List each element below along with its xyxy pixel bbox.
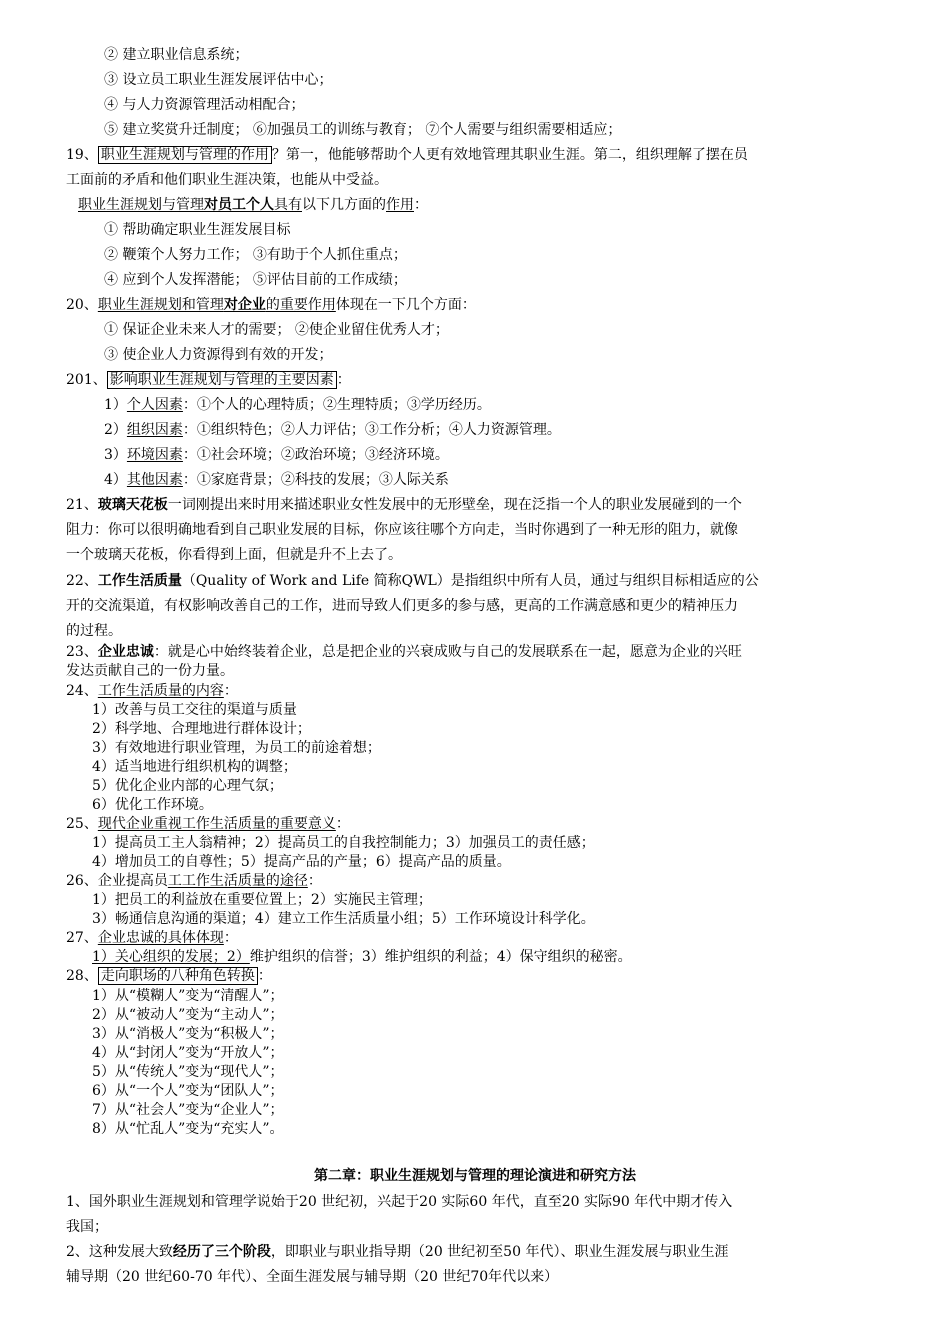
term-bold: 玻璃天花板 [97,497,168,513]
q20-line [66,296,476,314]
heading-part: 的重要作用 [265,297,336,313]
list-item: ① 保证企业未来人才的需要； ②使企业留住优秀人才； [104,322,449,338]
item-number: 23、 [66,644,98,660]
item-number: 28、 [66,968,98,984]
chapter-heading: 第二章：职业生涯规划与管理的理论演进和研究方法 [314,1168,636,1184]
item-number: 19、 [66,147,98,163]
heading-tail: ： [223,683,238,699]
subheading-bold: 对员工个人 [204,197,274,213]
item-number: 27、 [66,930,98,946]
q25-line [66,815,350,833]
item-number: 21、 [66,497,98,513]
list-item: 3）畅通信息沟通的渠道；4）建立工作生活质量小组；5）工作环境设计科学化。 [92,911,595,927]
list-item: 1）从“模糊人”变为“清醒人”； [92,988,284,1004]
list-item: 6）优化工作环境。 [92,797,213,813]
q26-line [66,872,322,890]
q24-line [66,682,238,700]
factor-item [104,446,449,464]
list-item: 4）增加员工的自尊性；5）提高产品的产量；6）提高产品的质量。 [92,854,511,870]
item-prefix: 1） [104,397,127,413]
boxed-term: 职业生涯规划与管理的作用 [98,146,272,164]
factor-text: ：①家庭背景；②科技的发展；③人际关系 [182,472,449,488]
list-item: 1）改善与员工交往的渠道与质量 [92,702,297,718]
item-number: 26、 [66,873,98,889]
term-bold: 工作生活质量 [97,573,182,589]
item-number: 22、 [66,573,98,589]
paragraph-text: 一个玻璃天花板，你看得到上面，但就是升不上去了。 [66,547,402,563]
paragraph-text: ？第一，他能够帮助个人更有效地管理其职业生涯。第二，组织理解了摆在员 [271,147,748,163]
section-title: 企业忠诚的具体体现 [97,930,224,946]
factor-text: ：①社会环境；②政治环境；③经济环境。 [182,447,449,463]
subheading-part: 作用 [386,197,414,213]
item-prefix: 4） [104,472,127,488]
q21-line [66,496,742,514]
term-bold: 企业忠诚 [97,644,154,660]
boxed-term: 影响职业生涯规划与管理的主要因素 [107,371,337,389]
paragraph-text: 辅导期（20 世纪60-70 年代）、全面生涯发展与辅导期（20 世纪70年代以来） [66,1269,559,1285]
heading-tail: ： [336,372,351,388]
q19-line [66,146,748,164]
list-item: 7）从“社会人”变为“企业人”； [92,1102,284,1118]
subheading-part: 具有 [274,197,302,213]
list-item: 5）优化企业内部的心理气氛； [92,778,283,794]
list-item: ⑤ 建立奖赏升迁制度； ⑥加强员工的训练与教育； ⑦个人需要与组织需要相适应； [104,122,622,138]
paragraph-text: 发达贡献自己的一份力量。 [66,663,234,679]
item-number: 24、 [66,683,98,699]
list-item: ③ 设立员工职业生涯发展评估中心； [104,72,333,88]
factor-label: 其他因素 [126,472,183,488]
list-item: ③ 使企业人力资源得到有效的开发； [104,347,333,363]
list-item: 2）科学地、合理地进行群体设计； [92,721,311,737]
factor-text: ：①组织特色；②人力评估；③工作分析；④人力资源管理。 [182,422,561,438]
term-bold: 经历了三个阶段 [172,1244,271,1260]
heading-tail: ： [335,816,350,832]
paragraph-text: 一词刚提出来时用来描述职业女性发展中的无形壁垒，现在泛指一个人的职业发展碰到的一个 [167,497,742,513]
paragraph-text: 工面前的矛盾和他们职业生涯决策，也能从中受益。 [66,172,388,188]
heading-tail: ： [223,930,238,946]
paragraph-text: 我国； [66,1219,108,1235]
list-item: ④ 与人力资源管理活动相配合； [104,97,305,113]
list-item: 1）提高员工主人翁精神；2）提高员工的自我控制能力；3）加强员工的责任感； [92,835,595,851]
section-title: 工作生活质量的内容 [97,683,224,699]
chapter2-p2-line [66,1243,728,1261]
section-title: 工工作生活质量的途径 [167,873,308,889]
q27-line [66,929,238,947]
heading-part: 职业生涯规划和管理 [97,297,224,313]
list-item-underlined: 1）关心组织的发展；2） [92,949,250,965]
q19-subheading [78,196,428,214]
heading-tail: ： [257,968,272,984]
item-number: 25、 [66,816,98,832]
list-item: 6）从“一个人”变为“团队人”； [92,1083,284,1099]
list-item-text: 维护组织的信誉；3）维护组织的利益；4）保守组织的秘密。 [249,949,632,965]
factor-text: ：①个人的心理特质；②生理特质；③学历经历。 [182,397,491,413]
subheading-part: 职业生涯规划与管理 [78,197,204,213]
list-item [92,948,632,966]
paragraph-text: 的过程。 [66,623,122,639]
heading-tail: ： [307,873,322,889]
q22-line [66,572,759,590]
list-item: 1）把员工的利益放在重要位置上；2）实施民主管理； [92,892,432,908]
subheading-part: ： [414,197,428,213]
list-item: ① 帮助确定职业生涯发展目标 [104,222,291,238]
section-title: 企业提高员 [97,873,168,889]
q28-line [66,967,272,985]
item-number: 20、 [66,297,98,313]
list-item: 8）从“忙乱人”变为“充实人”。 [92,1121,284,1137]
list-item: ② 建立职业信息系统； [104,47,249,63]
heading-part: 体现在一下几个方面： [335,297,476,313]
q23-line [66,643,742,661]
list-item: 5）从“传统人”变为“现代人”； [92,1064,284,1080]
paragraph-text: 1、国外职业生涯规划和管理学说始于20 世纪初，兴起于20 实际60 年代，直至20 实际90 年代中期才传入 [66,1194,733,1210]
paragraph-text: ，即职业与职业指导期（20 世纪初至50 年代）、职业生涯发展与职业生涯 [270,1244,729,1260]
list-item: ② 鞭策个人努力工作； ③有助于个人抓住重点； [104,247,407,263]
list-item: 4）适当地进行组织机构的调整； [92,759,297,775]
list-item: 4）从“封闭人”变为“开放人”； [92,1045,284,1061]
item-prefix: 2） [104,422,127,438]
factor-label: 环境因素 [126,447,183,463]
factor-label: 个人因素 [126,397,183,413]
item-prefix: 3） [104,447,127,463]
factor-item [104,396,491,414]
section-title: 现代企业重视工作生活质量的重要意义 [97,816,336,832]
heading-bold: 对企业 [223,297,266,313]
list-item: ④ 应到个人发挥潜能； ⑤评估目前的工作成绩； [104,272,407,288]
q201-line [66,371,351,389]
paragraph-text: （Quality of Work and Life 简称QWL）是指组织中所有人员，通过与组织目标相适应的公 [181,573,759,589]
list-item: 3）有效地进行职业管理，为员工的前途着想； [92,740,381,756]
factor-label: 组织因素 [126,422,183,438]
subheading-part: 以下几方面的 [302,197,386,213]
paragraph-text: 开的交流渠道，有权影响改善自己的工作，进而导致人们更多的参与感，更高的工作满意感和更少的精神压力 [66,598,738,614]
boxed-term: 走向职场的八种角色转换 [98,967,258,985]
factor-item [104,421,561,439]
list-item: 3）从“消极人”变为“积极人”； [92,1026,284,1042]
paragraph-text: ：就是心中始终装着企业，总是把企业的兴衰成败与自己的发展联系在一起，愿意为企业的兴旺 [153,644,742,660]
list-item: 2）从“被动人”变为“主动人”； [92,1007,284,1023]
item-number: 201、 [66,372,107,388]
paragraph-text: 阻力：你可以很明确地看到自己职业发展的目标，你应该往哪个方向走，当时你遇到了一种无形的阻力，就像 [66,522,738,538]
factor-item [104,471,449,489]
paragraph-text: 2、这种发展大致 [66,1244,173,1260]
